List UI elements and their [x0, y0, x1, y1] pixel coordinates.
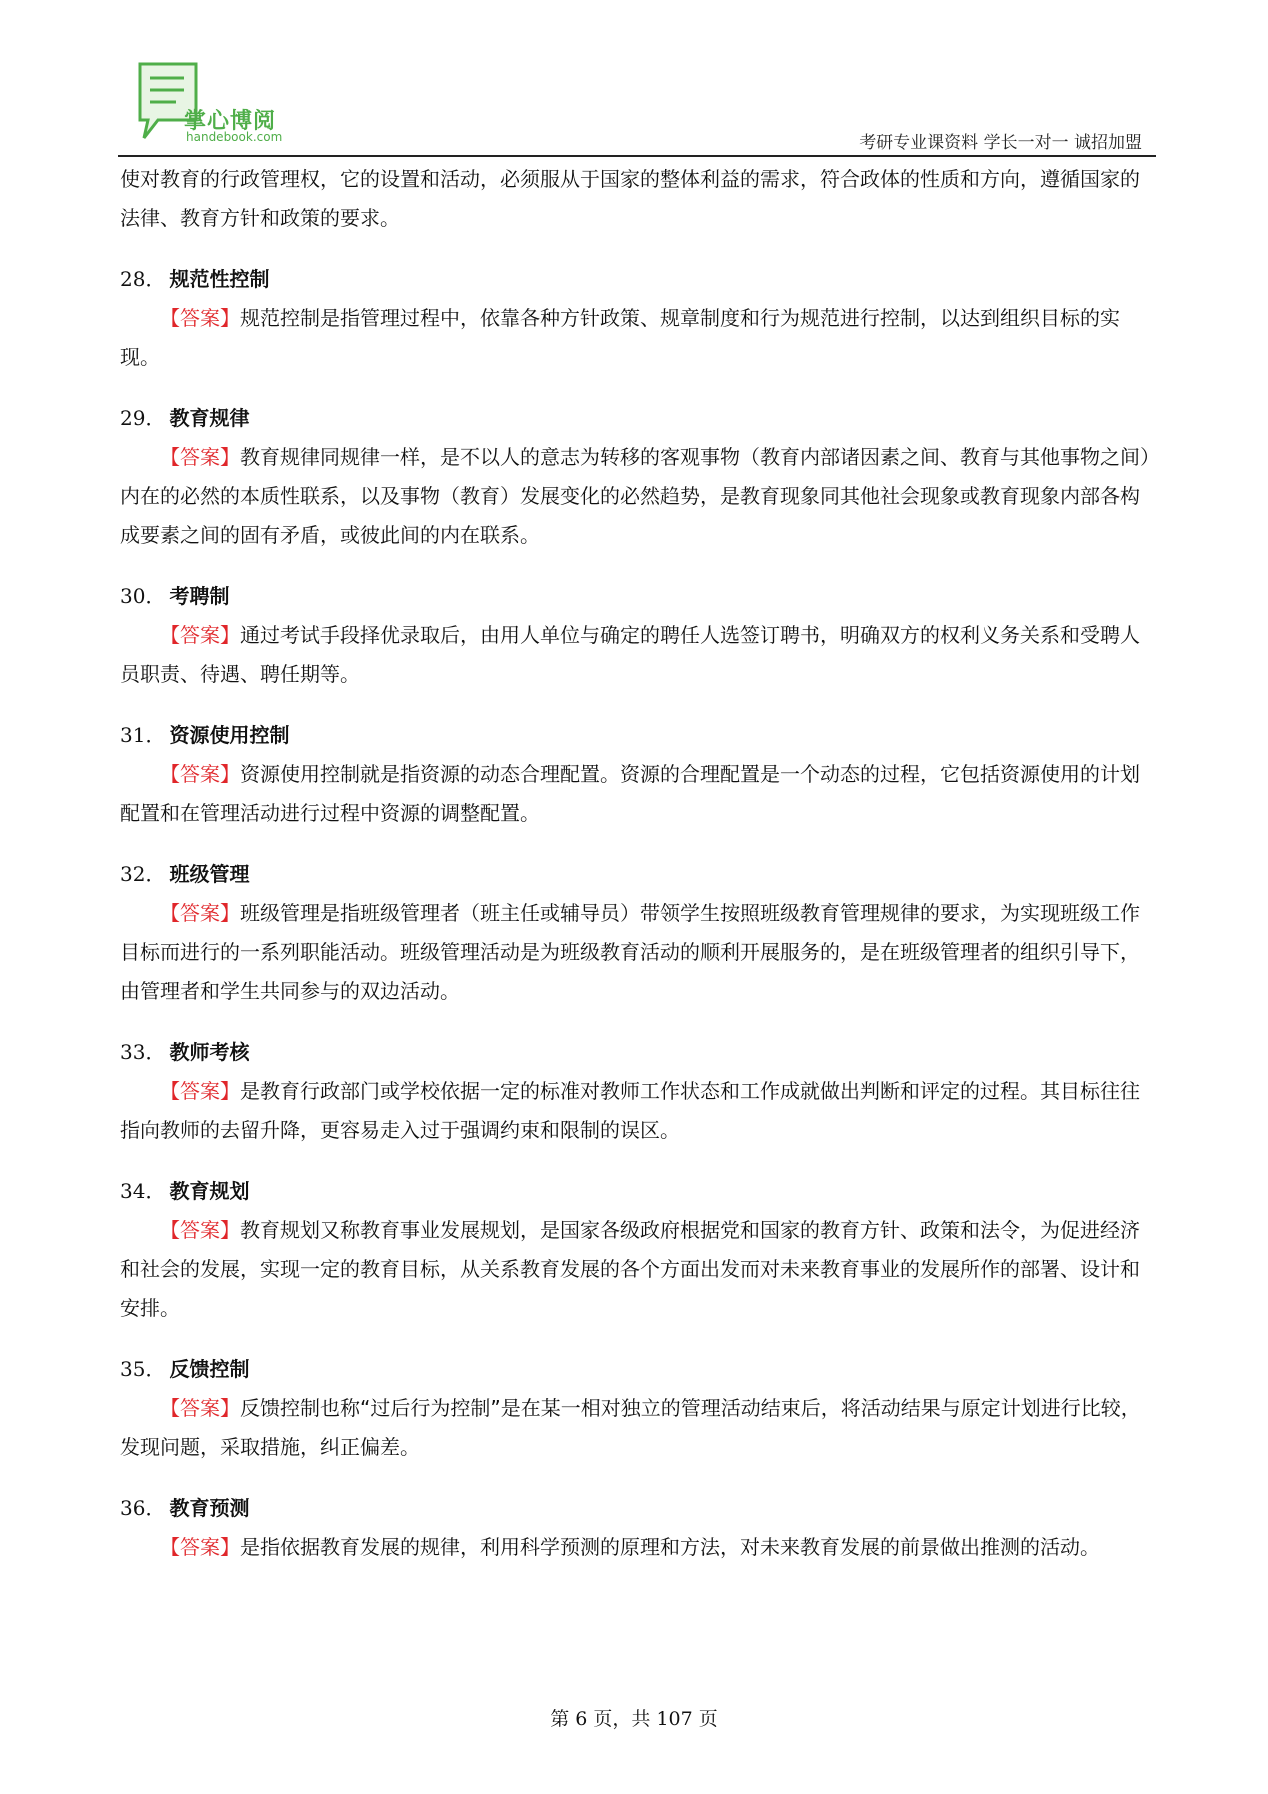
entry-answer [120, 894, 1154, 1011]
logo-text: 掌心博阅 [184, 109, 277, 134]
entry-title [120, 716, 1154, 755]
entry-title [120, 1489, 1154, 1528]
answer-tag: 【答案】 [160, 445, 240, 469]
entry-term: 教育预测 [169, 1496, 250, 1520]
answer-tag: 【答案】 [160, 762, 240, 786]
entry-number: 30． [120, 584, 166, 608]
entry-term: 教育规划 [169, 1179, 250, 1203]
answer-text: 是教育行政部门或学校依据一定的标准对教师工作状态和工作成就做出判断和评定的过程。其目标往往指向教师的去留升降，更容易走入过于强调约束和限制的误区。 [120, 1079, 1140, 1142]
answer-tag: 【答案】 [160, 1535, 240, 1559]
list-item [120, 1172, 1154, 1328]
answer-tag: 【答案】 [160, 1396, 240, 1420]
entry-number: 31． [120, 723, 166, 747]
document-body [120, 160, 1154, 1567]
list-item [120, 855, 1154, 1011]
entry-number: 33． [120, 1040, 166, 1064]
entry-answer [120, 1389, 1154, 1467]
answer-tag: 【答案】 [160, 306, 240, 330]
entry-term: 考聘制 [169, 584, 230, 608]
answer-text: 班级管理是指班级管理者（班主任或辅导员）带领学生按照班级教育管理规律的要求，为实现班级工作目标而进行的一系列职能活动。班级管理活动是为班级教育活动的顺利开展服务的，是在班级管理者的组织引导下，由管理者和学生共同参与的双边活动。 [120, 901, 1140, 1003]
entry-answer [120, 299, 1154, 377]
entry-title [120, 260, 1154, 299]
entry-number: 32． [120, 862, 166, 886]
entry-term: 教育规律 [169, 406, 250, 430]
entry-number: 29． [120, 406, 166, 430]
entry-title [120, 577, 1154, 616]
list-item [120, 260, 1154, 377]
list-item [120, 1350, 1154, 1467]
list-item [120, 399, 1154, 555]
entry-list [120, 260, 1154, 1567]
list-item [120, 716, 1154, 833]
logo [136, 58, 286, 148]
answer-tag: 【答案】 [160, 1218, 240, 1242]
logo-subtext: handebook.com [186, 130, 283, 144]
entry-answer [120, 616, 1154, 694]
answer-tag: 【答案】 [160, 901, 240, 925]
list-item [120, 577, 1154, 694]
entry-term: 教师考核 [169, 1040, 250, 1064]
answer-text: 反馈控制也称“过后行为控制”是在某一相对独立的管理活动结束后，将活动结果与原定计划进行比较，发现问题，采取措施，纠正偏差。 [120, 1396, 1141, 1459]
entry-term: 资源使用控制 [169, 723, 290, 747]
entry-title [120, 855, 1154, 894]
entry-number: 35． [120, 1357, 166, 1381]
answer-tag: 【答案】 [160, 1079, 240, 1103]
entry-title [120, 399, 1154, 438]
entry-number: 36． [120, 1496, 166, 1520]
answer-text: 教育规律同规律一样，是不以人的意志为转移的客观事物（教育内部诸因素之间、教育与其他事物之间）内在的必然的本质性联系，以及事物（教育）发展变化的必然趋势，是教育现象同其他社会现象或教育现象内部各构成要素之间的固有矛盾，或彼此间的内在联系。 [120, 445, 1150, 547]
entry-answer [120, 1528, 1154, 1567]
entry-title [120, 1172, 1154, 1211]
answer-tag: 【答案】 [160, 623, 240, 647]
header-slogan: 考研专业课资料 学长一对一 诚招加盟 [859, 133, 1142, 153]
page-footer: 第 6 页，共 107 页 [550, 1708, 718, 1730]
answer-text: 教育规划又称教育事业发展规划，是国家各级政府根据党和国家的教育方针、政策和法令，为促进经济和社会的发展，实现一定的教育目标，从关系教育发展的各个方面出发而对未来教育事业的发展所作的部署、设计和安排。 [120, 1218, 1140, 1320]
answer-text: 规范控制是指管理过程中，依靠各种方针政策、规章制度和行为规范进行控制，以达到组织目标的实现。 [120, 306, 1120, 369]
answer-text: 通过考试手段择优录取后，由用人单位与确定的聘任人选签订聘书，明确双方的权利义务关系和受聘人员职责、待遇、聘任期等。 [120, 623, 1140, 686]
list-item [120, 1033, 1154, 1150]
list-item [120, 1489, 1154, 1567]
entry-term: 规范性控制 [169, 267, 270, 291]
entry-number: 34． [120, 1179, 166, 1203]
entry-term: 反馈控制 [169, 1357, 250, 1381]
entry-title [120, 1033, 1154, 1072]
entry-term: 班级管理 [169, 862, 250, 886]
page-header [118, 58, 1156, 158]
intro-paragraph: 使对教育的行政管理权，它的设置和活动，必须服从于国家的整体利益的需求，符合政体的性质和方向，遵循国家的法律、教育方针和政策的要求。 [120, 167, 1140, 230]
answer-text: 是指依据教育发展的规律，利用科学预测的原理和方法，对未来教育发展的前景做出推测的活动。 [240, 1535, 1100, 1559]
entry-number: 28． [120, 267, 166, 291]
entry-title [120, 1350, 1154, 1389]
entry-answer [120, 1211, 1154, 1328]
entry-answer [120, 755, 1154, 833]
header-divider [118, 155, 1156, 157]
entry-answer [120, 438, 1154, 555]
answer-text: 资源使用控制就是指资源的动态合理配置。资源的合理配置是一个动态的过程，它包括资源使用的计划配置和在管理活动进行过程中资源的调整配置。 [120, 762, 1140, 825]
entry-answer [120, 1072, 1154, 1150]
